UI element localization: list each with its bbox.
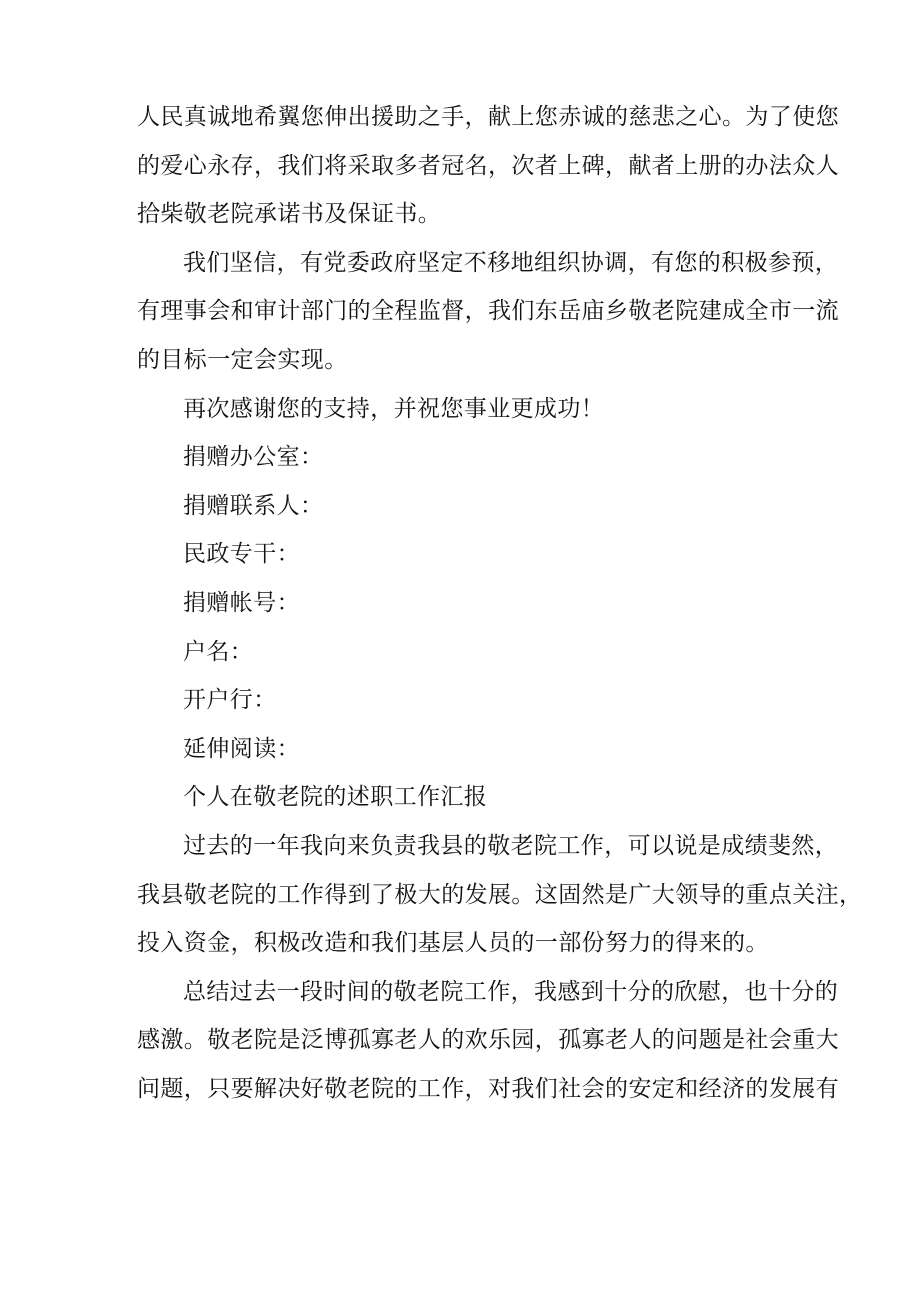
text-line: 总结过去一段时间的敬老院工作，我感到十分的欣慰，也十分的 — [183, 978, 839, 1005]
paragraph — [137, 822, 863, 968]
donation-office-label: 捐赠办公室： — [183, 444, 324, 471]
paragraph — [137, 239, 839, 385]
text-line: 的爱心永存，我们将采取多者冠名，次者上碑，献者上册的办法众人 — [137, 152, 839, 179]
document-body — [137, 93, 863, 1113]
donation-account-label: 捐赠帐号： — [183, 589, 300, 616]
text-line: 感激。敬老院是泛博孤寡老人的欢乐园，孤寡老人的问题是社会重大 — [137, 1027, 839, 1054]
text-line: 投入资金，积极改造和我们基层人员的一部份努力的得来的。 — [137, 930, 769, 957]
text-line: 我县敬老院的工作得到了极大的发展。这固然是广大领导的重点关注， — [137, 881, 863, 908]
bank-label: 开户行： — [183, 687, 277, 714]
account-name-label: 户名： — [183, 638, 254, 665]
text-line: 我们坚信，有党委政府坚定不移地组织协调，有您的积极参预， — [183, 249, 839, 276]
donation-contact-label: 捐赠联系人： — [183, 492, 324, 519]
text-line: 拾柴敬老院承诺书及保证书。 — [137, 201, 442, 228]
section-title: 个人在敬老院的述职工作汇报 — [183, 784, 488, 811]
text-line: 的目标一定会实现。 — [137, 346, 348, 373]
text-line: 有理事会和审计部门的全程监督，我们东岳庙乡敬老院建成全市一流 — [137, 298, 839, 325]
closing-thanks: 再次感谢您的支持，并祝您事业更成功！ — [183, 395, 605, 422]
civil-affairs-officer-label: 民政专干： — [183, 541, 300, 568]
paragraph — [137, 968, 839, 1114]
text-line: 过去的一年我向来负责我县的敬老院工作，可以说是成绩斐然， — [183, 832, 839, 859]
text-line: 人民真诚地希翼您伸出援助之手，献上您赤诚的慈悲之心。为了使您 — [137, 104, 839, 130]
text-line: 问题，只要解决好敬老院的工作，对我们社会的安定和经济的发展有 — [137, 1075, 839, 1102]
paragraph — [137, 93, 839, 239]
extended-reading-label: 延伸阅读： — [183, 735, 300, 762]
